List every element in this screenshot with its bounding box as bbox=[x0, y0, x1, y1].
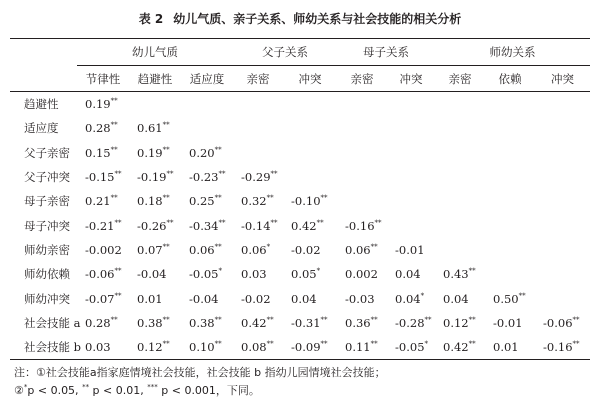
table-cell bbox=[283, 92, 337, 117]
table-cell bbox=[181, 213, 233, 237]
cell-value: 0.002 bbox=[345, 267, 378, 282]
cell-value: 0.12 bbox=[137, 340, 163, 355]
sig-marker: ** bbox=[110, 97, 118, 106]
cell-value: 0.32 bbox=[241, 194, 267, 209]
sig-marker: ** bbox=[114, 218, 122, 227]
sig-marker: ** bbox=[214, 145, 222, 154]
table-row bbox=[10, 189, 590, 213]
cell-value: 0.28 bbox=[85, 121, 111, 136]
row-label: 师幼冲突 bbox=[24, 291, 70, 306]
cell-value: -0.09 bbox=[291, 340, 321, 355]
sig-marker: ** bbox=[266, 315, 274, 324]
cell-value: 0.04 bbox=[395, 267, 421, 282]
sig-marker: ** bbox=[166, 218, 174, 227]
table-cell bbox=[77, 238, 129, 262]
table-cell bbox=[435, 213, 485, 237]
table-cell bbox=[77, 141, 129, 165]
cell-value: 0.04 bbox=[443, 291, 469, 306]
group-header-temperament: 幼儿气质 bbox=[77, 39, 233, 66]
cell-value: 0.38 bbox=[189, 315, 215, 330]
note-line-2 bbox=[14, 382, 260, 398]
sig-marker: ** bbox=[162, 121, 170, 130]
cell-value: -0.02 bbox=[241, 291, 271, 306]
table-cell bbox=[233, 286, 283, 310]
table-row bbox=[10, 335, 590, 360]
table-cell bbox=[129, 335, 181, 360]
column-header-row bbox=[10, 66, 590, 92]
table-cell bbox=[435, 335, 485, 360]
table-cell bbox=[485, 116, 535, 140]
sig-marker: ** bbox=[114, 170, 122, 179]
table-cell bbox=[129, 213, 181, 237]
corner-cell bbox=[10, 39, 77, 66]
table-row bbox=[10, 311, 590, 335]
sig-marker: ** bbox=[110, 145, 118, 154]
table-cell bbox=[181, 335, 233, 360]
sig-marker: * bbox=[266, 242, 271, 251]
table-cell bbox=[129, 311, 181, 335]
sig-marker: ** bbox=[162, 242, 170, 251]
table-cell bbox=[485, 213, 535, 237]
cell-value: 0.06 bbox=[189, 242, 215, 257]
table-cell bbox=[233, 238, 283, 262]
cell-value: 0.07 bbox=[137, 242, 163, 257]
table-cell bbox=[181, 189, 233, 213]
row-label: 社会技能 a bbox=[24, 315, 81, 330]
cell-value: 0.05 bbox=[291, 267, 317, 282]
cell-value: -0.01 bbox=[493, 315, 523, 330]
table-cell bbox=[233, 165, 283, 189]
group-header-teacher-child: 师幼关系 bbox=[435, 39, 590, 66]
sig-marker: ** bbox=[270, 170, 278, 179]
table-cell bbox=[337, 165, 387, 189]
cell-value: -0.01 bbox=[395, 242, 425, 257]
table-row bbox=[10, 92, 590, 117]
table-title bbox=[0, 10, 600, 27]
table-cell bbox=[129, 238, 181, 262]
table-cell bbox=[181, 262, 233, 286]
cell-value: 0.36 bbox=[345, 315, 371, 330]
table-cell bbox=[129, 116, 181, 140]
table-cell bbox=[387, 189, 435, 213]
table-cell bbox=[485, 165, 535, 189]
table-cell bbox=[283, 262, 337, 286]
table-cell bbox=[129, 286, 181, 310]
table-cell bbox=[387, 92, 435, 117]
table-cell bbox=[535, 141, 590, 165]
column-header: 节律性 bbox=[85, 71, 121, 86]
table-cell bbox=[535, 189, 590, 213]
row-label: 母子冲突 bbox=[24, 218, 70, 233]
table-cell bbox=[435, 262, 485, 286]
sig-marker: ** bbox=[572, 340, 580, 349]
table-row bbox=[10, 116, 590, 140]
column-header: 趋避性 bbox=[137, 71, 173, 86]
sig-marker: ** bbox=[468, 267, 476, 276]
table-cell bbox=[337, 213, 387, 237]
cell-value: 0.04 bbox=[291, 291, 317, 306]
cell-value: 0.15 bbox=[85, 145, 111, 160]
table-cell bbox=[283, 141, 337, 165]
table-cell bbox=[77, 335, 129, 360]
group-header-row bbox=[10, 39, 590, 66]
sig-marker: ** bbox=[468, 315, 476, 324]
row-label: 父子亲密 bbox=[24, 145, 70, 160]
table-cell bbox=[435, 165, 485, 189]
table-cell bbox=[387, 116, 435, 140]
sig-marker: ** bbox=[214, 242, 222, 251]
sig-marker: ** bbox=[162, 145, 170, 154]
cell-value: 0.01 bbox=[137, 291, 163, 306]
cell-value: -0.14 bbox=[241, 218, 271, 233]
table-cell bbox=[181, 165, 233, 189]
table-cell bbox=[535, 165, 590, 189]
row-label: 师幼亲密 bbox=[24, 242, 70, 257]
column-header: 亲密 bbox=[448, 71, 472, 86]
cell-value: -0.23 bbox=[189, 170, 219, 185]
table-cell bbox=[181, 311, 233, 335]
table-cell bbox=[233, 213, 283, 237]
cell-value: 0.42 bbox=[241, 315, 267, 330]
table-cell bbox=[283, 311, 337, 335]
sig-marker: ** bbox=[110, 121, 118, 130]
table-cell bbox=[485, 262, 535, 286]
cell-value: -0.15 bbox=[85, 170, 115, 185]
table-cell bbox=[77, 311, 129, 335]
sig-marker: ** bbox=[214, 340, 222, 349]
cell-value: 0.19 bbox=[137, 145, 163, 160]
table-cell bbox=[485, 189, 535, 213]
cell-value: 0.03 bbox=[241, 267, 267, 282]
cell-value: 0.04 bbox=[395, 291, 421, 306]
cell-value: 0.43 bbox=[443, 267, 469, 282]
sig-marker: ** bbox=[162, 315, 170, 324]
table-cell bbox=[435, 141, 485, 165]
table-cell bbox=[283, 213, 337, 237]
cell-value: 0.06 bbox=[241, 242, 267, 257]
table-cell bbox=[233, 189, 283, 213]
table-cell bbox=[129, 141, 181, 165]
table-cell bbox=[77, 286, 129, 310]
table-cell bbox=[535, 213, 590, 237]
sig-marker: * bbox=[316, 267, 321, 276]
table-cell bbox=[485, 286, 535, 310]
sig-marker: * bbox=[23, 383, 28, 391]
note-circle-number: ② bbox=[14, 384, 24, 397]
table-cell bbox=[233, 262, 283, 286]
table-cell bbox=[129, 262, 181, 286]
table-cell bbox=[77, 189, 129, 213]
sig-marker: ** bbox=[370, 315, 378, 324]
note-text: p < 0.001，下同。 bbox=[157, 384, 260, 397]
table-cell bbox=[233, 141, 283, 165]
table-cell bbox=[129, 165, 181, 189]
table-cell bbox=[77, 92, 129, 117]
cell-value: -0.02 bbox=[291, 242, 321, 257]
table-caption: 幼儿气质、亲子关系、师幼关系与社会技能的相关分析 bbox=[173, 12, 462, 26]
cell-value: 0.61 bbox=[137, 121, 163, 136]
column-header: 亲密 bbox=[246, 71, 270, 86]
table-cell bbox=[387, 335, 435, 360]
table-cell bbox=[337, 189, 387, 213]
cell-value: 0.01 bbox=[493, 340, 519, 355]
cell-value: -0.06 bbox=[543, 315, 573, 330]
cell-value: -0.26 bbox=[137, 218, 167, 233]
table-cell bbox=[535, 262, 590, 286]
table-cell bbox=[337, 92, 387, 117]
table-cell bbox=[337, 286, 387, 310]
table-cell bbox=[233, 335, 283, 360]
cell-value: 0.08 bbox=[241, 340, 267, 355]
table-cell bbox=[435, 92, 485, 117]
cell-value: -0.002 bbox=[85, 242, 122, 257]
note-text: p < 0.05, bbox=[27, 384, 83, 397]
column-header: 适应度 bbox=[189, 71, 225, 86]
table-cell bbox=[233, 92, 283, 117]
cell-value: 0.21 bbox=[85, 194, 111, 209]
table-cell bbox=[337, 116, 387, 140]
table-row bbox=[10, 213, 590, 237]
sig-marker: ** bbox=[320, 340, 328, 349]
table-cell bbox=[485, 335, 535, 360]
table-cell bbox=[535, 311, 590, 335]
table-cell bbox=[435, 311, 485, 335]
sig-marker: ** bbox=[218, 218, 226, 227]
sig-marker: ** bbox=[518, 291, 526, 300]
table-cell bbox=[283, 238, 337, 262]
table-cell bbox=[485, 92, 535, 117]
cell-value: 0.10 bbox=[189, 340, 215, 355]
sig-marker: ** bbox=[162, 340, 170, 349]
table-cell bbox=[535, 286, 590, 310]
table-cell bbox=[283, 165, 337, 189]
table-cell bbox=[387, 213, 435, 237]
cell-value: -0.21 bbox=[85, 218, 115, 233]
table-cell bbox=[181, 116, 233, 140]
cell-value: 0.38 bbox=[137, 315, 163, 330]
cell-value: 0.19 bbox=[85, 97, 111, 112]
table-cell bbox=[283, 116, 337, 140]
table-row bbox=[10, 262, 590, 286]
sig-marker: ** bbox=[316, 218, 324, 227]
row-label: 社会技能 b bbox=[24, 340, 82, 355]
cell-value: 0.12 bbox=[443, 315, 469, 330]
table-cell bbox=[535, 116, 590, 140]
table-cell bbox=[387, 311, 435, 335]
sig-marker: ** bbox=[320, 315, 328, 324]
table-cell bbox=[337, 238, 387, 262]
table-cell bbox=[283, 335, 337, 360]
table-cell bbox=[387, 141, 435, 165]
table-cell bbox=[77, 165, 129, 189]
table-number: 表 2 bbox=[138, 12, 164, 26]
cell-value: 0.42 bbox=[443, 340, 469, 355]
column-header: 冲突 bbox=[298, 71, 322, 86]
cell-value: -0.05 bbox=[189, 267, 219, 282]
table-cell bbox=[77, 116, 129, 140]
table-cell bbox=[435, 116, 485, 140]
table-cell bbox=[435, 286, 485, 310]
sig-marker: ** bbox=[266, 340, 274, 349]
cell-value: 0.20 bbox=[189, 145, 215, 160]
cell-value: -0.04 bbox=[189, 291, 219, 306]
row-label: 趋避性 bbox=[24, 97, 59, 112]
cell-value: -0.28 bbox=[395, 315, 425, 330]
sig-marker: ** bbox=[468, 340, 476, 349]
table-cell bbox=[485, 311, 535, 335]
sig-marker: ** bbox=[166, 170, 174, 179]
table-cell bbox=[181, 92, 233, 117]
cell-value: 0.42 bbox=[291, 218, 317, 233]
row-label: 父子冲突 bbox=[24, 170, 70, 185]
row-label: 适应度 bbox=[24, 121, 59, 136]
table-cell bbox=[535, 92, 590, 117]
cell-value: 0.50 bbox=[493, 291, 519, 306]
table-row bbox=[10, 165, 590, 189]
table-cell bbox=[535, 238, 590, 262]
group-header-mother-child: 母子关系 bbox=[337, 39, 435, 66]
table-cell bbox=[283, 286, 337, 310]
table-cell bbox=[233, 311, 283, 335]
cell-value: 0.11 bbox=[345, 340, 371, 355]
table-cell bbox=[181, 141, 233, 165]
sig-marker: ** bbox=[374, 218, 382, 227]
cell-value: -0.10 bbox=[291, 194, 321, 209]
table-cell bbox=[435, 189, 485, 213]
sig-marker: ** bbox=[572, 315, 580, 324]
table-cell bbox=[435, 238, 485, 262]
sig-marker: ** bbox=[218, 170, 226, 179]
note-text: p < 0.01, bbox=[89, 384, 148, 397]
sig-marker: * bbox=[218, 267, 222, 276]
column-header: 亲密 bbox=[350, 71, 374, 86]
cell-value: -0.07 bbox=[85, 291, 115, 306]
cell-value: -0.06 bbox=[85, 267, 115, 282]
row-label: 母子亲密 bbox=[24, 194, 70, 209]
sig-marker: * bbox=[424, 340, 429, 349]
column-header: 冲突 bbox=[399, 71, 423, 86]
cell-value: -0.31 bbox=[291, 315, 321, 330]
table-cell bbox=[387, 262, 435, 286]
sig-marker: ** bbox=[320, 194, 328, 203]
cell-value: -0.29 bbox=[241, 170, 271, 185]
sig-marker: ** bbox=[214, 194, 222, 203]
table-cell bbox=[337, 141, 387, 165]
table-cell bbox=[283, 189, 337, 213]
corner-cell bbox=[10, 66, 77, 92]
cell-value: -0.16 bbox=[543, 340, 573, 355]
sig-marker: ** bbox=[110, 194, 118, 203]
column-header: 依赖 bbox=[498, 71, 522, 86]
sig-marker: * bbox=[420, 291, 425, 300]
group-header-father-child: 父子关系 bbox=[233, 39, 337, 66]
table-cell bbox=[485, 141, 535, 165]
cell-value: 0.18 bbox=[137, 194, 163, 209]
table-cell bbox=[77, 262, 129, 286]
table-cell bbox=[387, 165, 435, 189]
sig-marker: ** bbox=[82, 383, 90, 391]
cell-value: -0.34 bbox=[189, 218, 219, 233]
sig-marker: ** bbox=[114, 291, 122, 300]
cell-value: -0.03 bbox=[345, 291, 375, 306]
sig-marker: ** bbox=[110, 315, 118, 324]
table-cell bbox=[387, 238, 435, 262]
table-cell bbox=[233, 116, 283, 140]
table-cell bbox=[387, 286, 435, 310]
row-label: 师幼依赖 bbox=[24, 267, 70, 282]
table-cell bbox=[129, 92, 181, 117]
table-cell bbox=[337, 311, 387, 335]
sig-marker: ** bbox=[424, 315, 432, 324]
correlation-table bbox=[10, 38, 590, 360]
cell-value: 0.25 bbox=[189, 194, 215, 209]
table-body bbox=[10, 92, 590, 360]
sig-marker: ** bbox=[214, 315, 222, 324]
cell-value: -0.04 bbox=[137, 267, 167, 282]
note-line-1: 注：①社会技能a指家庭情境社会技能，社会技能 b 指幼儿园情境社会技能； bbox=[14, 366, 386, 379]
sig-marker: ** bbox=[266, 194, 274, 203]
table-row bbox=[10, 238, 590, 262]
table-cell bbox=[535, 335, 590, 360]
sig-marker: ** bbox=[162, 194, 170, 203]
cell-value: 0.06 bbox=[345, 242, 371, 257]
sig-marker: *** bbox=[147, 383, 158, 391]
cell-value: 0.28 bbox=[85, 315, 111, 330]
table-row bbox=[10, 141, 590, 165]
cell-value: -0.19 bbox=[137, 170, 167, 185]
table-cell bbox=[181, 238, 233, 262]
sig-marker: ** bbox=[370, 340, 378, 349]
cell-value: 0.03 bbox=[85, 340, 111, 355]
table-cell bbox=[337, 335, 387, 360]
sig-marker: ** bbox=[370, 242, 378, 251]
table-cell bbox=[337, 262, 387, 286]
sig-marker: ** bbox=[270, 218, 278, 227]
table-cell bbox=[129, 189, 181, 213]
table-row bbox=[10, 286, 590, 310]
table-cell bbox=[485, 238, 535, 262]
table-cell bbox=[181, 286, 233, 310]
cell-value: -0.05 bbox=[395, 340, 425, 355]
sig-marker: ** bbox=[114, 267, 122, 276]
column-header: 冲突 bbox=[551, 71, 575, 86]
cell-value: -0.16 bbox=[345, 218, 375, 233]
table-cell bbox=[77, 213, 129, 237]
